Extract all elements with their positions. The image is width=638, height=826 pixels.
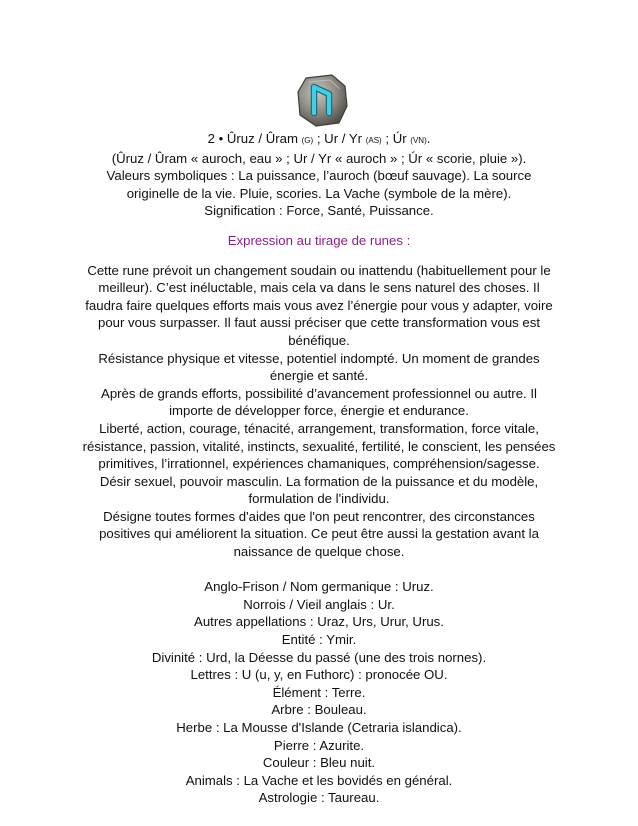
rune-meanings: (Ûruz / Ûram « auroch, eau » ; Ur / Yr « auroch » ; Úr « scorie, pluie »).	[111, 150, 527, 166]
rune-title	[60, 130, 578, 150]
body-line: positives qui améliorent la situation. Ce peut être aussi la gestation avant la	[99, 526, 539, 542]
symbolic-values-line1: Valeurs symboliques : La puissance, l’auroch (bœuf sauvage). La source	[106, 168, 532, 184]
attribute-line: Pierre : Azurite.	[273, 737, 365, 753]
rune-attributes	[60, 578, 578, 807]
body-line: pour vous surpasser. Il faut aussi préciser que cette transformation vous est	[98, 315, 540, 331]
attribute-line: Lettres : U (u, y, en Futhorc) : pronocée OU.	[190, 667, 448, 683]
body-line: Après de grands efforts, possibilité d’avancement professionnel ou autre. Il	[101, 385, 537, 401]
body-line: meilleur). C’est inéluctable, mais cela va dans le sens naturel des choses. Il	[98, 280, 540, 296]
body-line: naissance de quelque chose.	[233, 544, 405, 560]
body-line: primitives, l’irrationnel, expériences chamaniques, compréhension/sagesse.	[98, 456, 540, 472]
attribute-line: Herbe : La Mousse d'Islande (Cetraria islandica).	[176, 720, 462, 735]
body-line: Liberté, action, courage, ténacité, arrangement, transformation, force vitale,	[99, 420, 539, 436]
uruz-rune-stone-icon	[294, 72, 350, 128]
spacer	[60, 561, 578, 579]
attribute-line: Autres appellations : Uraz, Urs, Urur, Urus.	[194, 614, 444, 630]
body-line: Cette rune prévoit un changement soudain ou inattendu (habituellement pour le	[87, 262, 551, 278]
title-vn-note: (VN)	[410, 136, 427, 145]
attribute-line: Élément : Terre.	[272, 684, 366, 700]
attribute-line: Divinité : Urd, la Déesse du passé (une des trois nornes).	[151, 649, 487, 665]
attribute-line: Arbre : Bouleau.	[271, 702, 367, 718]
body-line: Résistance physique et vitesse, potentiel indompté. Un moment de grandes	[98, 350, 540, 366]
rune-stone-graphic	[294, 72, 350, 128]
rune-description	[60, 130, 578, 807]
body-line: importe de développer force, énergie et endurance.	[169, 403, 469, 419]
body-line: résistance, passion, vitalité, instincts, sexualité, fertilité, le conscient, les pensées	[82, 438, 556, 454]
attribute-line: Animals : La Vache et les bovidés en général.	[185, 772, 453, 788]
attribute-line: Norrois / Vieil anglais : Ur.	[243, 596, 395, 612]
title-as-note: (AS)	[365, 136, 382, 145]
body-text	[60, 262, 578, 561]
title-g-note: (G)	[301, 136, 314, 145]
attribute-line: Entité : Ymir.	[281, 632, 357, 648]
title-main: 2 • Ûruz / Ûram	[207, 131, 298, 146]
attribute-line: Astrologie : Taureau.	[258, 790, 380, 806]
title-end: .	[426, 131, 431, 146]
title-mid1: ; Ur / Yr	[316, 131, 363, 146]
body-line: faudra faire quelques efforts mais vous avez l’énergie pour vous y adapter, voire	[85, 297, 553, 313]
spacer	[60, 220, 578, 232]
body-line: Désigne toutes formes d'aides que l'on peut rencontrer, des circonstances	[103, 508, 535, 524]
title-mid2: ; Úr	[385, 131, 407, 146]
symbolic-values-line2: originelle de la vie. Pluie, scories. La Vache (symbole de la mère).	[126, 185, 512, 201]
body-line: bénéfique.	[288, 332, 350, 348]
body-line: Désir sexuel, pouvoir masculin. La formation de la puissance et du modèle,	[99, 473, 539, 489]
spacer	[60, 250, 578, 262]
attribute-line: Anglo-Frison / Nom germanique : Uruz.	[204, 579, 434, 595]
attribute-line: Couleur : Bleu nuit.	[262, 755, 376, 771]
body-line: formulation de l'individu.	[248, 491, 390, 507]
section-heading: Expression au tirage de runes :	[227, 232, 411, 248]
signification: Signification : Force, Santé, Puissance.	[204, 203, 434, 219]
body-line: énergie et santé.	[269, 368, 369, 384]
